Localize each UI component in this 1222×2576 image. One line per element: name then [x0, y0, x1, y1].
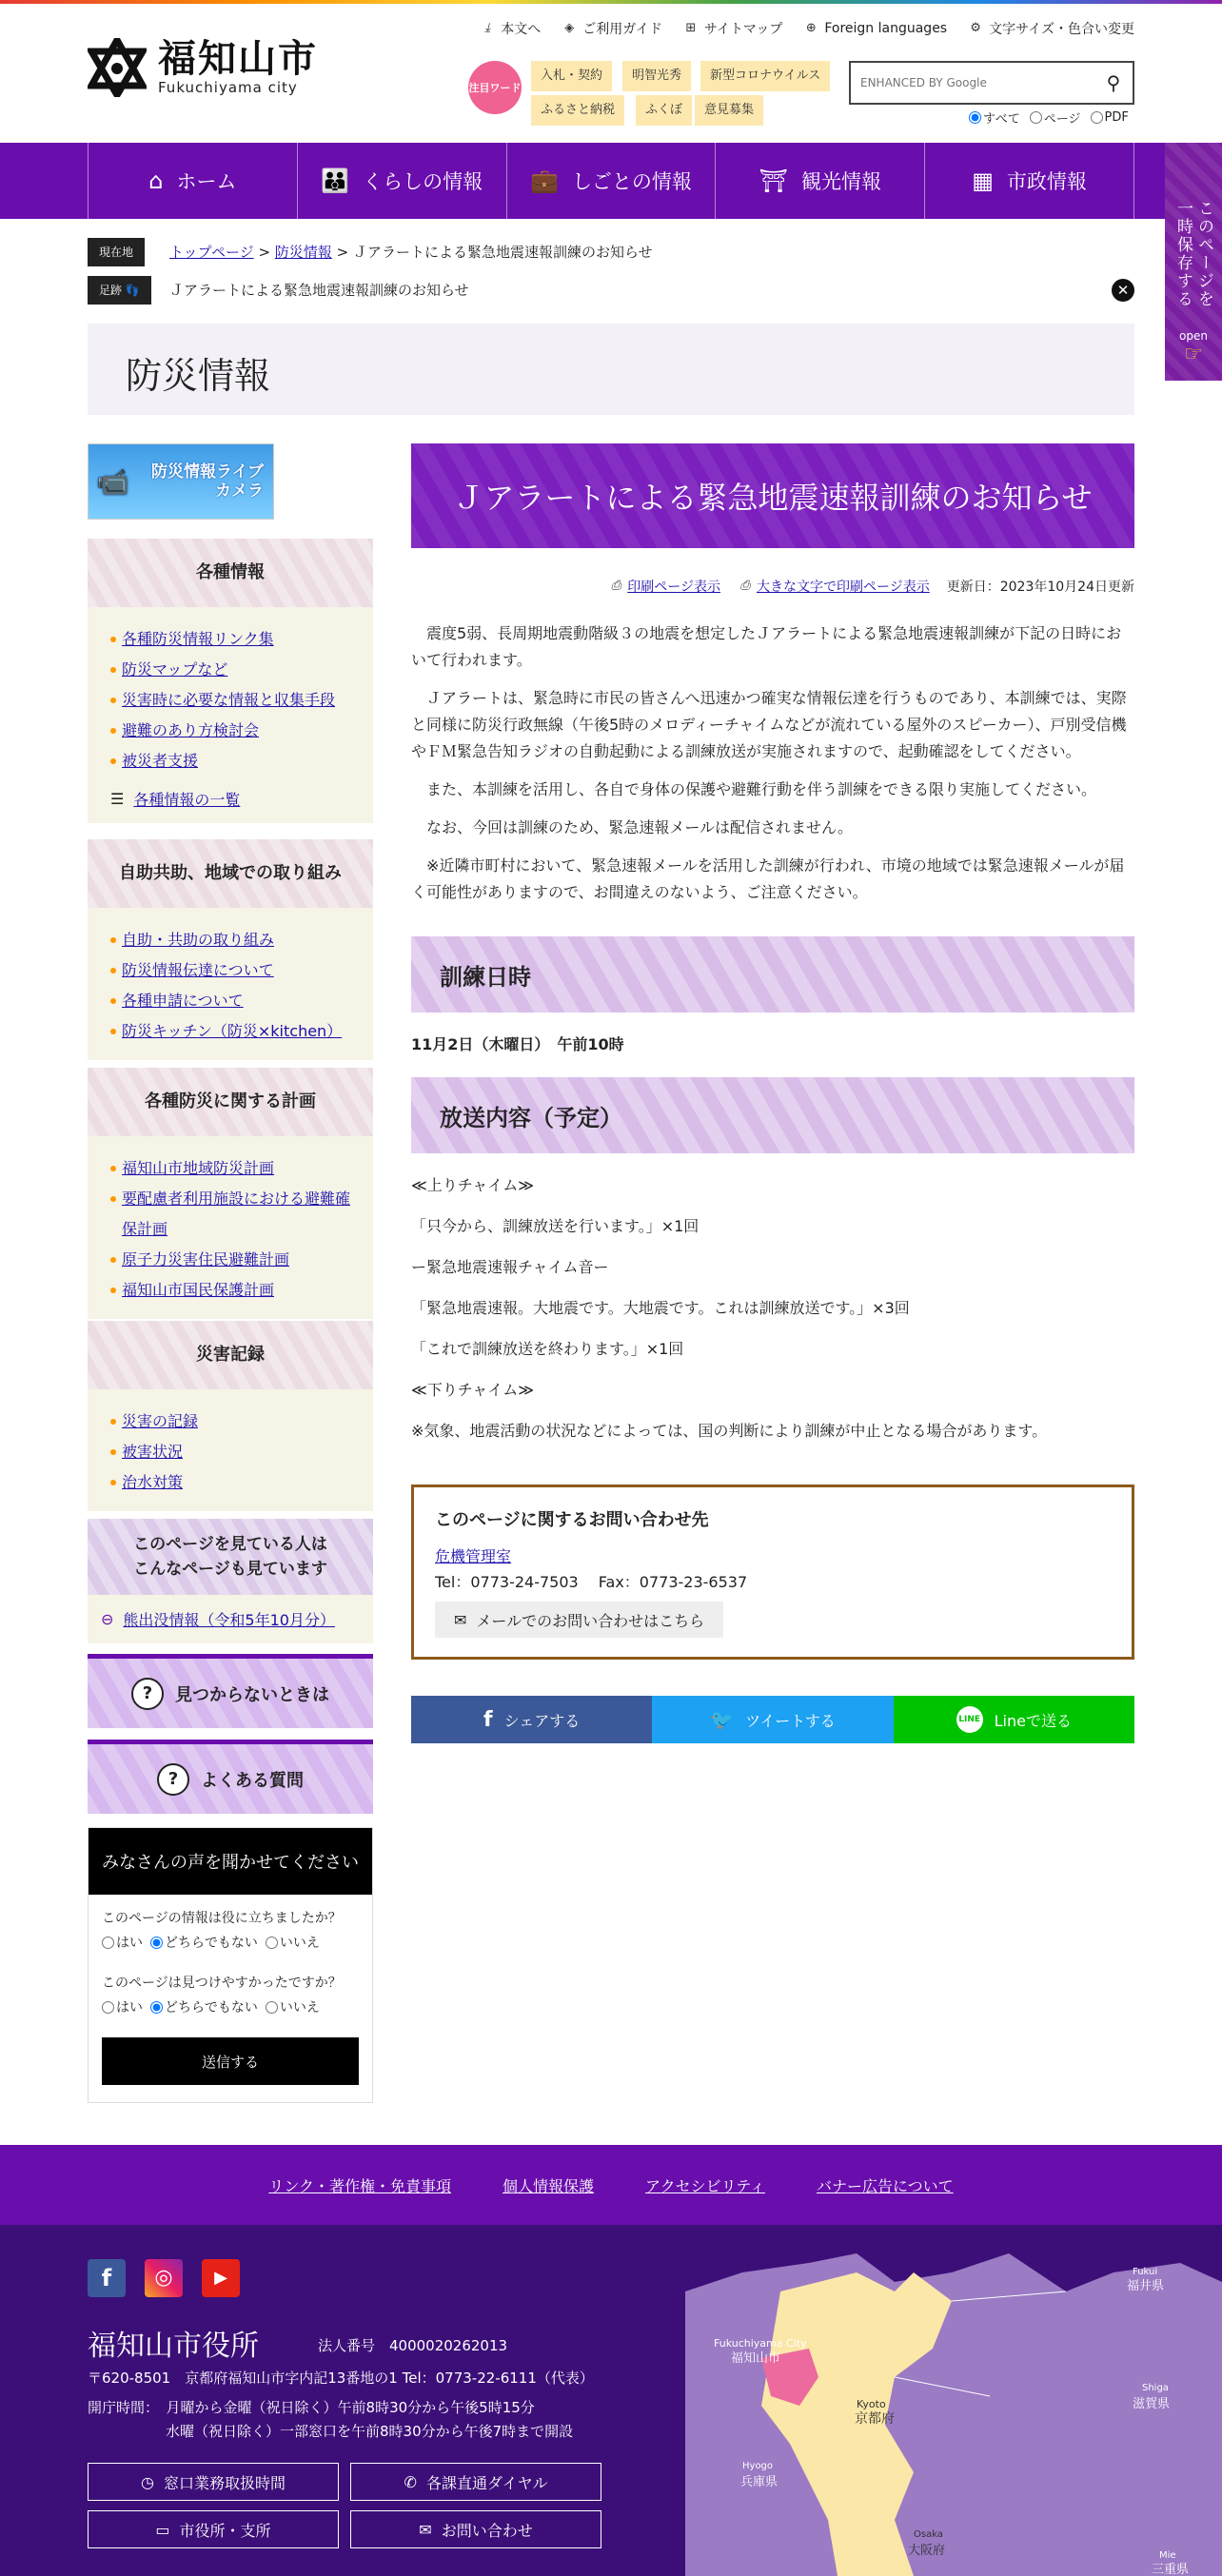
- footer-link[interactable]: アクセシビリティ: [645, 2176, 765, 2195]
- footprint-icon: 👣: [125, 284, 140, 297]
- link-chain-icon: ⊖: [101, 1610, 114, 1628]
- nav-home[interactable]: ⌂ ホーム: [88, 143, 297, 219]
- sitemap-link[interactable]: ⊞ サイトマップ: [683, 19, 782, 38]
- user-guide-link[interactable]: ◈ ご利用ガイド: [562, 19, 662, 38]
- keyword-tag[interactable]: 新型コロナウイルス: [700, 61, 830, 91]
- footer: [0, 2225, 1222, 2576]
- print-link[interactable]: 印刷ページ表示: [627, 580, 720, 595]
- sidebar-link[interactable]: 防災マップなど: [122, 660, 228, 678]
- castle-icon: ⛩: [759, 167, 789, 194]
- sidebar-link[interactable]: 福知山市国民保護計画: [122, 1281, 275, 1299]
- question-icon: ?: [157, 1763, 189, 1796]
- search-icon[interactable]: ⚲: [1106, 71, 1121, 94]
- family-icon: 👪: [321, 167, 350, 194]
- keyword-tag[interactable]: 明智光秀: [622, 61, 691, 91]
- heading-date: 訓練日時: [411, 936, 1134, 1013]
- twitter-share-button[interactable]: 🐦 ツイートする: [652, 1696, 893, 1743]
- utility-links: [480, 19, 1134, 38]
- close-trail-button[interactable]: ✕: [1112, 279, 1134, 302]
- breadcrumb: トップページ > 防災情報 > Ｊアラートによる緊急地震速報訓練のお知らせ: [169, 244, 653, 261]
- svg-text:大阪府: 大阪府: [908, 2544, 946, 2558]
- faq-button[interactable]: ? よくある質問: [88, 1740, 373, 1814]
- footer-link[interactable]: リンク・著作権・免責事項: [268, 2176, 452, 2195]
- city-emblem-icon: [88, 38, 147, 97]
- search-input[interactable]: [851, 63, 1079, 103]
- kansai-map: [666, 2234, 1222, 2576]
- city-office-name: 福知山市役所: [88, 2330, 259, 2363]
- contact-title: このページに関するお問い合わせ先: [435, 1510, 709, 1530]
- content-line: ※気象、地震活動の状況などによっては、国の判断により訓練が中止となる場合があります。: [411, 1422, 1048, 1440]
- svg-text:Shiga: Shiga: [1142, 2383, 1169, 2393]
- training-date: 11月2日（木曜日） 午前10時: [411, 1035, 624, 1053]
- keyword-tag[interactable]: 意見募集: [695, 95, 763, 126]
- office-address: 〒620-8501 京都府福知山市字内記13番地の1 Tel：0773-22-6111（代表）: [88, 2370, 594, 2387]
- svg-text:Mie: Mie: [1159, 2550, 1176, 2561]
- line-icon: LINE: [956, 1706, 983, 1733]
- svg-text:Kyoto: Kyoto: [857, 2398, 886, 2410]
- content-line: ー緊急地震速報チャイム音ー: [411, 1258, 609, 1276]
- twitter-bird-icon: 🐦: [710, 1708, 735, 1731]
- sns-links: [88, 2259, 240, 2297]
- counter-hours-button[interactable]: ◷ 窓口業務取扱時間: [88, 2463, 339, 2501]
- instagram-icon[interactable]: ◎: [145, 2259, 183, 2297]
- svg-text:Fukui: Fukui: [1133, 2267, 1158, 2277]
- content-line: ≪上りチャイム≫: [411, 1176, 535, 1194]
- svg-text:Fukuchiyama City: Fukuchiyama City: [714, 2337, 807, 2350]
- direct-dial-button[interactable]: ✆ 各課直通ダイヤル: [350, 2463, 601, 2501]
- sidebar-link[interactable]: 災害の記録: [122, 1412, 199, 1430]
- not-found-button[interactable]: ? 見つからないときは: [88, 1654, 373, 1728]
- q2-no[interactable]: いいえ: [266, 1997, 320, 2016]
- contact-box: [411, 1485, 1134, 1660]
- print-row: [411, 577, 1134, 596]
- briefcase-icon: 💼: [530, 167, 559, 194]
- trail-item[interactable]: Ｊアラートによる緊急地震速報訓練のお知らせ: [169, 282, 469, 299]
- paragraph: ※近隣市町村において、緊急速報メールを活用した訓練が行われ、市境の地域では緊急速報メールが届く可能性がありますので、お間違えのないよう、ご注意ください。: [411, 856, 1125, 901]
- city-name: 福知山市: [158, 36, 318, 81]
- svg-text:兵庫県: 兵庫県: [740, 2475, 779, 2489]
- line-share-button[interactable]: LINE Lineで送る: [894, 1696, 1134, 1743]
- footer-link[interactable]: 個人情報保護: [503, 2176, 595, 2195]
- nav-living[interactable]: 👪 くらしの情報: [297, 143, 506, 219]
- global-nav: [0, 143, 1222, 219]
- svg-text:Hyogo: Hyogo: [742, 2461, 774, 2471]
- svg-text:Osaka: Osaka: [914, 2529, 943, 2540]
- site-search: [849, 61, 1134, 105]
- sidebar-link[interactable]: 治水対策: [122, 1473, 184, 1491]
- featured-words-badge: 注目ワード: [468, 61, 522, 114]
- guide-icon: ◈: [564, 21, 575, 35]
- search-scope: [969, 108, 1129, 127]
- content-line: ≪下りチャイム≫: [411, 1381, 535, 1399]
- home-icon: ⌂: [148, 167, 164, 194]
- gear-icon: ⚙: [970, 21, 981, 35]
- q1-no[interactable]: いいえ: [266, 1933, 320, 1952]
- mail-icon: ✉: [454, 1610, 467, 1629]
- clock-icon: ◷: [141, 2472, 154, 2491]
- camera-icon: 📹: [96, 465, 129, 498]
- section-header: [88, 324, 1134, 415]
- survey-submit-button[interactable]: 送信する: [102, 2037, 359, 2085]
- sidebar-link[interactable]: 防災キッチン（防災×kitchen）: [122, 1022, 343, 1040]
- survey-title: みなさんの声を聞かせてください: [89, 1828, 372, 1895]
- paragraph: Ｊアラートは、緊急時に市民の皆さんへ迅速かつ確実な情報伝達を行うものであり、本訓練では、実際と同様に防災行政無線（午後5時のメロディーチャイムなどが流れている屋外のスピーカー）、戸別受信機やＦＭ緊急告知ラジオの自動起動による訓練放送が実施されますので、起動確認をしてください。: [411, 689, 1127, 760]
- sidebar-link[interactable]: 災害時に必要な情報と収集手段: [122, 691, 336, 709]
- q2-yes[interactable]: はい: [102, 1997, 143, 2016]
- sidebar-link[interactable]: 福知山市地域防災計画: [122, 1159, 275, 1177]
- sidebar-group-plans: 各種防災に関する計画 福知山市地域防災計画 要配慮者利用施設における避難確保計画 原子力災害住民避難計画 福知山市国民保護計画: [88, 1068, 373, 1319]
- city-name-en: Fukuchiyama city: [158, 79, 298, 96]
- share-buttons: [411, 1696, 1134, 1743]
- footer-link[interactable]: バナー広告について: [816, 2176, 954, 2195]
- nav-city-government[interactable]: ▦ 市政情報: [924, 143, 1134, 219]
- print-large-link[interactable]: 大きな文字で印刷ページ表示: [757, 580, 930, 595]
- scope-all[interactable]: すべて: [969, 108, 1020, 127]
- current-location-tag: 現在地: [88, 238, 145, 266]
- sitemap-icon: ⊞: [685, 21, 697, 35]
- updated-date: 更新日：2023年10月24日更新: [946, 580, 1134, 595]
- sidebar-group-community: 自助共助、地域での取り組み 自助・共助の取り組み 防災情報伝達について 各種申請について 防災キッチン（防災×kitchen）: [88, 839, 373, 1060]
- sidebar-link[interactable]: 被害状況: [122, 1443, 184, 1461]
- breadcrumb-top[interactable]: トップページ: [169, 244, 254, 261]
- footer-links: [0, 2145, 1222, 2225]
- printer-icon: ⎙: [739, 579, 751, 593]
- mail-inquiry-button[interactable]: ✉ メールでのお問い合わせはこちら: [435, 1602, 723, 1638]
- feedback-survey: [88, 1827, 373, 2103]
- skip-to-content-link[interactable]: ⤓ 本文へ: [480, 19, 541, 38]
- svg-text:京都府: 京都府: [855, 2411, 895, 2427]
- article-body: [411, 620, 1134, 906]
- building-icon: ▦: [972, 167, 994, 194]
- sidebar-link[interactable]: 各種防災情報リンク集: [122, 630, 274, 648]
- top-color-stripe: [0, 0, 1222, 4]
- printer-icon: ⎙: [611, 579, 621, 593]
- sidebar-link[interactable]: 避難のあり方検討会: [122, 721, 260, 739]
- text-size-color-link[interactable]: ⚙ 文字サイズ・色合い変更: [968, 19, 1134, 38]
- paragraph: なお、今回は訓練のため、緊急速報メールは配信されません。: [426, 818, 854, 836]
- related-pages: このページを見ている人は こんなページも見ています ⊖ 熊出没情報（令和5年10月分）: [88, 1519, 373, 1643]
- sidebar-link[interactable]: 防災情報伝達について: [122, 961, 274, 979]
- content-line: 「これで訓練放送を終わります。」×1回: [411, 1340, 684, 1358]
- save-page-tab[interactable]: このページを一時保存する open ☞: [1165, 143, 1222, 381]
- nav-tourism[interactable]: ⛩ 観光情報: [715, 143, 924, 219]
- list-icon: ☰: [110, 790, 125, 808]
- broadcast-content: [411, 1172, 1134, 1445]
- trail-tag: 足跡 👣: [88, 276, 151, 305]
- corporate-number: 法人番号 4000020262013: [318, 2337, 508, 2354]
- svg-text:福知山市: 福知山市: [731, 2351, 781, 2366]
- mail-icon: ✉: [419, 2520, 432, 2539]
- live-camera-banner[interactable]: 📹 防災情報ライブカメラ: [88, 443, 274, 520]
- sidebar-link[interactable]: 各種申請について: [122, 992, 244, 1010]
- article-title: Ｊアラートによる緊急地震速報訓練のお知らせ: [411, 443, 1134, 548]
- skip-down-icon: ⤓: [484, 21, 491, 35]
- scope-page[interactable]: ページ: [1030, 108, 1081, 127]
- foreign-languages-link[interactable]: ⊕ Foreign languages: [803, 19, 947, 38]
- content-line: 「只今から、訓練放送を行います。」×1回: [411, 1217, 700, 1235]
- facebook-icon[interactable]: f: [88, 2259, 126, 2297]
- facebook-share-button[interactable]: f シェアする: [411, 1696, 652, 1743]
- paragraph: また、本訓練を活用し、各自で身体の保護や避難行動を伴う訓練をできる限り実施してください。: [426, 780, 1097, 798]
- keyword-tag[interactable]: ふくぼ: [636, 95, 692, 126]
- contact-phone: Tel：0773-24-7503 Fax：0773-23-6537: [435, 1573, 748, 1591]
- office-hours: 開庁時間： 月曜から金曜（祝日除く）午前8時30分から午後5時15分 水曜（祝日除く）一部窓口を午前8時30分から午後7時まで開設: [88, 2399, 574, 2440]
- keyword-tag[interactable]: ふるさと納税: [531, 95, 624, 126]
- breadcrumb-current: Ｊアラートによる緊急地震速報訓練のお知らせ: [352, 244, 653, 261]
- info-list-link[interactable]: 各種情報の一覧: [133, 791, 241, 809]
- sidebar-group-info: 各種情報 各種防災情報リンク集 防災マップなど 災害時に必要な情報と収集手段 避難のあり方検討会 被災者支援 ☰ 各種情報の一覧: [88, 539, 373, 823]
- q1-yes[interactable]: はい: [102, 1933, 143, 1952]
- svg-text:福井県: 福井県: [1127, 2279, 1165, 2293]
- svg-text:三重県: 三重県: [1152, 2563, 1190, 2576]
- sidebar-link[interactable]: 要配慮者利用施設における避難確保計画: [122, 1190, 351, 1238]
- facebook-icon: f: [483, 1707, 493, 1732]
- sidebar-link[interactable]: 原子力災害住民避難計画: [122, 1250, 290, 1268]
- breadcrumb-disaster[interactable]: 防災情報: [274, 244, 332, 261]
- inquiry-button[interactable]: ✉ お問い合わせ: [350, 2510, 601, 2548]
- globe-icon: ⊕: [805, 21, 817, 35]
- survey-question-2: このページは見つけやすかったですか？: [102, 1976, 342, 1991]
- keyword-tag[interactable]: 入札・契約: [531, 61, 612, 91]
- q1-neutral[interactable]: どちらでもない: [150, 1933, 258, 1952]
- scope-pdf[interactable]: PDF: [1091, 108, 1129, 127]
- contact-department-link[interactable]: 危機管理室: [435, 1547, 512, 1565]
- sidebar-link[interactable]: 自助・共助の取り組み: [122, 931, 275, 949]
- phone-icon: ✆: [404, 2472, 417, 2491]
- youtube-icon[interactable]: ▶: [202, 2259, 240, 2297]
- sidebar-group-records: 災害記録 災害の記録 被害状況 治水対策: [88, 1321, 373, 1511]
- magnifier-question-icon: ?: [131, 1678, 164, 1710]
- paragraph: 震度5弱、長周期地震動階級３の地震を想定したＪアラートによる緊急地震速報訓練が下記の日時において行われます。: [411, 624, 1122, 669]
- branch-offices-button[interactable]: ▭ 市役所・支所: [88, 2510, 339, 2548]
- heading-content: 放送内容（予定）: [411, 1077, 1134, 1153]
- survey-question-1: このページの情報は役に立ちましたか？: [102, 1911, 342, 1926]
- section-title: 防災情報: [126, 355, 271, 397]
- related-link[interactable]: 熊出没情報（令和5年10月分）: [123, 1611, 335, 1629]
- svg-text:滋賀県: 滋賀県: [1133, 2397, 1171, 2411]
- site-logo[interactable]: [88, 38, 318, 97]
- q2-neutral[interactable]: どちらでもない: [150, 1997, 258, 2016]
- hand-pointer-icon: ☞: [1184, 343, 1203, 366]
- bus-icon: ▭: [155, 2520, 170, 2539]
- nav-work[interactable]: 💼 しごとの情報: [506, 143, 716, 219]
- sidebar-link[interactable]: 被災者支援: [122, 752, 199, 770]
- content-line: 「緊急地震速報。大地震です。大地震です。これは訓練放送です。」×3回: [411, 1299, 910, 1317]
